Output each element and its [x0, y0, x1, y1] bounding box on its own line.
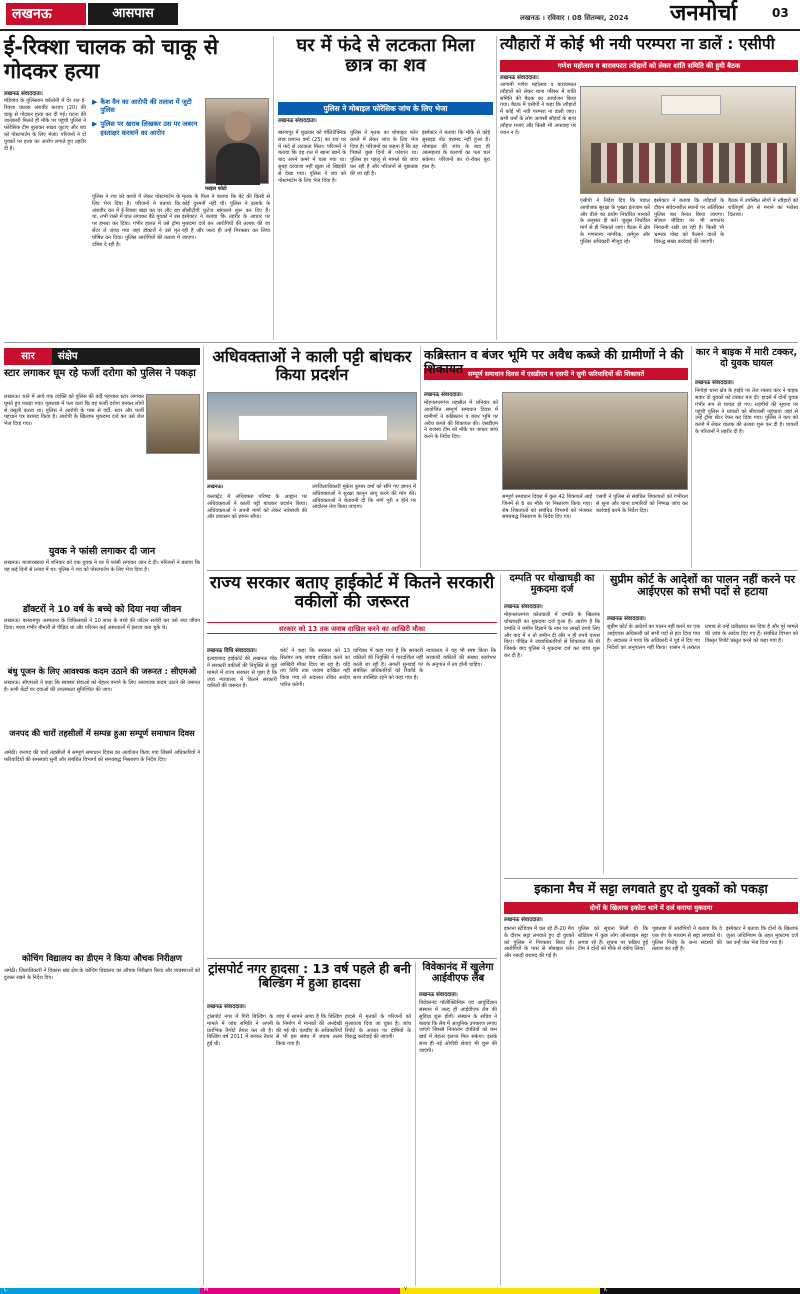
byline: लखनऊ संवाददाता।: [695, 380, 734, 386]
edition-line: लखनऊ । रविवार । 08 सितम्बर, 2024: [520, 14, 629, 22]
item-text: लखनऊ। बलरामपुर अस्पताल के चिकित्सकों ने 10 साल के बच्चे की जटिल सर्जरी कर उसे नया जीवन दिया। बच्चा गंभीर बीमारी से पीड़ित था और परिजन कई अस्पतालों में इलाज करा चुके थे।: [4, 618, 200, 631]
story-text: एसपी ने पुलिस से संबंधित शिकायतों को गंभीरता से सुना और थाना प्रभारियों को निष्पक्ष जांच कर कार्रवाई करने के निर्देश दिए।: [596, 494, 688, 514]
govt-col1: [207, 648, 277, 958]
story-text: सम्पूर्ण समाधान दिवस में कुल 42 शिकायतें आईं जिनमें से 6 का मौके पर निस्तारण किया गया। शेष शिकायतों को संबंधित विभागों को भेजकर समयबद्ध निस्तारण के निर्देश दिए गए।: [502, 494, 592, 521]
story-land: [424, 348, 688, 388]
byline: लखनऊ संवाददाता।: [504, 917, 543, 923]
story-lab: [419, 962, 497, 1286]
headline: इकाना मैच में सट्टा लगवाते हुए दो युवकों को पकड़ा: [534, 881, 768, 896]
story-text: याचिका में कहा गया है कि सरकारी वकीलों की नियुक्ति में पारदर्शिता नहीं बरती जा रही है। अगली सुनवाई पर संबंधित अधिकारियों को रिकॉर्ड के साथ उपस्थित रहने को कहा गया है।: [353, 648, 423, 682]
headline: कार ने बाइक में मारी टक्कर, दो युवक घायल: [695, 347, 798, 369]
footer-color-marks: [0, 1288, 800, 1294]
headline: ट्रांसपोर्ट नगर हादसा : 13 वर्ष पहले ही बनी बिल्डिंग में हुआ हादसा: [208, 961, 411, 990]
bullet-1: कैश वैन का आरोपी की तलाश में जुटी पुलिस: [100, 98, 192, 115]
byline: लखनऊ संवाददाता।: [278, 118, 317, 124]
photo-victim: [205, 98, 269, 184]
byline: लखनऊ संवाददाता।: [607, 616, 646, 622]
subhead: पुलिस ने मोबाइल फोरेंसिक जांच के लिए भेजा: [278, 102, 493, 115]
city-label: लखनऊ: [6, 3, 86, 25]
bullet-2: पुलिस पर खराब लिखकर उस पर जबरन हस्ताक्षर करवाने का आरोप: [100, 120, 198, 137]
story-text: ट्रांसपोर्ट नगर में गिरी बिल्डिंग के मामले में जांच समिति ने अपनी प्रारंभिक रिपोर्ट तैयार कर ली है। बिल्डिंग वर्ष 2011 में बनकर तैयार हुई थी।: [207, 1014, 273, 1048]
subhead: गणेश महोत्सव व बारावफात त्यौहारों को लेकर शांति समिति की हुयी बैठक: [500, 60, 798, 72]
story-text: मोहनलालगंज कोतवाली में दम्पति के खिलाफ धोखाधड़ी का मुकदमा दर्ज हुआ है। आरोप है कि दम्पति ने जमीन दिलाने के नाम पर लाखों रुपये लिए और बाद में न तो जमीन दी और न ही रुपये वापस किए। पीड़ित ने उच्चाधिकारियों से शिकायत की थी जिसके बाद पुलिस ने मुकदमा दर्ज कर जांच शुरू कर दी है।: [504, 612, 600, 659]
item-title: बंधु पूजन के लिए आवश्यक कदम उठाने की जरूरत : सीएमओ: [7, 666, 197, 676]
bullet-icon: ▶: [92, 98, 98, 106]
story-govt-lawyers: [207, 574, 497, 644]
item-title: डॉक्टरों ने 10 वर्ष के बच्चे को दिया नया जीवन: [22, 604, 182, 615]
byline: लखनऊ संवाददाता।: [4, 91, 43, 97]
photo-meeting: [580, 86, 796, 194]
story-text: न्यायालय ने यह भी स्पष्ट किया कि सरकारी वकीलों की संख्या कार्यभार के अनुपात में तय होनी चाहिए।: [426, 648, 496, 668]
story-text-col3: इंस्पेक्टर ने बताया कि त्यौहारों के दौरान संवेदनशील स्थानों पर अतिरिक्त पुलिस बल तैनात किया जाएगा। सोशल मीडिया पर भी लगातार निगरानी रखी जा रही है। किसी भी भ्रामक पोस्ट को फैलाने वालों के विरुद्ध सख्त कार्रवाई की जाएगी।: [654, 198, 724, 245]
story-text: जांच में सामने आया है कि बिल्डिंग के निर्माण में मानकों की अनदेखी की गई थी। एलडीए के अधिकारियों से भी इस संबंध में जवाब तलब किया गया है।: [276, 1014, 342, 1048]
sankshep-label: संक्षेप: [52, 348, 200, 365]
byline: लखनऊ संवाददाता।: [424, 392, 463, 398]
saar-header: [4, 348, 200, 365]
story-text: इलाहाबाद हाईकोर्ट की लखनऊ पीठ ने सरकारी वकीलों की नियुक्ति से जुड़े मामले में राज्य सरकार से पूछा है कि उच्च न्यायालय में कितने सरकारी वकीलों की जरूरत है।: [207, 656, 277, 690]
byline: लखनऊ विधि संवाददाता।: [207, 648, 257, 654]
brand-logo: जनमोर्चा: [670, 1, 738, 26]
item-text: लखनऊ। बाजारखाला में शनिवार को एक युवक ने घर में फांसी लगाकर जान दे दी। परिजनों ने बताया कि वह कई दिनों से तनाव में था। पुलिस ने शव को पोस्टमार्टम के लिए भेज दिया है।: [4, 560, 200, 573]
mark-k: K: [604, 1287, 608, 1293]
story-text: विवेकानंद पॉलीक्लिनिक एवं आयुर्विज्ञान संस्थान में जल्द ही आईवीएफ लैब की सुविधा शुरू होगी। संस्थान के सचिव ने बताया कि लैब में आधुनिक उपकरण लगाए जाएंगे जिससे निःसंतान दंपतियों को कम खर्च में बेहतर इलाज मिल सकेगा। इसके साथ ही नई ओपीडी सेवाएं भी शुरू की जाएंगी।: [419, 1000, 497, 1054]
mark-c: C: [4, 1287, 8, 1293]
story-text: खरगापुर में शुक्रवार को पॉलिटेक्निक छात्र प्रशान्त वर्मा (25) का शव घर में फंदे से लटकता मिला। परिजनों ने बताया कि वह रात में खाना खाने के बाद अपने कमरे में चला गया था। सुबह दरवाजा नहीं खुला तो खिड़की से देखा गया। पुलिस ने शव को पोस्टमार्टम के लिए भेज दिया है।: [278, 130, 346, 184]
item-text: लखनऊ। सीएमओ ने कहा कि स्वास्थ्य सेवाओं को बेहतर बनाने के लिए आवश्यक कदम उठाने की जरूरत है। सभी केंद्रों पर दवाओं की उपलब्धता सुनिश्चित की जाए।: [4, 680, 200, 693]
story-text: मड़ियांव के गुलिस्तान कॉलोनी में देर रात ई-रिक्शा चालक अंशवीर कश्यप (20) की चाकू से गोदकर हत्या कर दी गई। घटना की जानकारी मिलते ही मौके पर पहुंची पुलिस ने फोरेंसिक टीम बुलाकर साक्ष्य जुटाए और शव को पोस्टमार्टम के लिए भेजा। परिजनों ने दो युवकों पर हत्या का आरोप लगाते हुए तहरीर दी है।: [4, 98, 86, 152]
story-text: हादसे में मृतकों के परिजनों को मुआवजा दिया जा चुका है। जांच रिपोर्ट के आधार पर दोषियों के विरुद्ध कार्रवाई की जाएगी।: [345, 1014, 411, 1041]
page-number: 03: [772, 6, 789, 20]
headline: सुप्रीम कोर्ट के आदेशों का पालन नहीं करने पर आईएएस को सभी पदों से हटाया: [609, 573, 795, 599]
bullets-box: [92, 98, 202, 178]
byline-lawyers: लखनऊ।: [207, 484, 224, 490]
headline: विवेकानंद में खुलेगा आईवीएफ लैब: [422, 962, 494, 985]
story-text: निगोहां थाना क्षेत्र के हाईवे पर तेज रफ्तार कार ने बाइक सवार दो युवकों को टक्कर मार दी। हादसे में दोनों युवक गंभीर रूप से घायल हो गए। राहगीरों की सूचना पर पहुंची पुलिस ने घायलों को सीएचसी पहुंचाया जहां से उन्हें ट्रॉमा सेंटर रेफर कर दिया गया। पुलिस ने कार को कब्जे में लेकर चालक की तलाश शुरू कर दी है। घायलों के परिजनों ने तहरीर दी है।: [695, 388, 798, 435]
subhead: सम्पूर्ण समाधान दिवस में एसडीएम व एसपी ने सुनी फरियादियों की शिकायतें: [424, 368, 688, 380]
headline: राज्य सरकार बताए हाईकोर्ट में कितने सरकारी वकीलों की जरूरत: [209, 573, 495, 613]
story-text-col2: पुलिस ने शव को कब्जे में लेकर पोस्टमार्टम के लिए भेज दिया है। परिजनों ने बताया कि अंशवीर रात में ई-रिक्शा खड़ा कर घर लौट रहा था, तभी रास्ते में घात लगाकर बैठे युवकों ने उस पर हमला कर दिया। गंभीर हालत में उसे ट्रॉमा सेंटर ले जाया गया जहां डॉक्टरों ने उसे मृत घोषित कर दिया। पुलिस आरोपियों की तलाश में दबिश दे रही है।: [92, 194, 180, 248]
photo-fake-inspector: [146, 394, 200, 454]
byline: लखनऊ संवाददाता।: [207, 1004, 246, 1010]
item-text: अमेठी। जनपद की चारों तहसीलों में सम्पूर्ण समाधान दिवस का आयोजन किया गया जिसमें अधिकारियों ने फरियादियों की समस्याएं सुनीं और संबंधित विभागों को समयबद्ध निस्तारण के निर्देश दिए।: [4, 750, 200, 763]
subhead: सरकार को 13 तक जवाब दाखिल करने का आखिरी मौका: [207, 622, 497, 634]
mark-y: Y: [404, 1287, 408, 1293]
story-text: कोर्ट ने कहा कि सरकार को 13 सितंबर तक जवाब दाखिल करने का आखिरी मौका दिया जा रहा है। यदि तय तिथि तक जवाब दाखिल नहीं किया गया तो अदालत उचित आदेश पारित करेगी।: [280, 648, 350, 689]
item-title: जनपद की चारों तहसीलों में सम्पन्न हुआ सम्पूर्ण समाधान दिवस: [9, 728, 195, 738]
story-text: इंस्पेक्टर ने बताया कि दोनों के खिलाफ जुआ अधिनियम के तहत मुकदमा दर्ज कर उन्हें जेल भेज दिया गया है।: [726, 926, 798, 946]
story-car-bike: [695, 348, 798, 568]
photo-protest: [207, 392, 417, 480]
land-col1: [424, 392, 498, 566]
item-text: अमेठी। जिलाधिकारी ने विकास खंड क्षेत्र के कोचिंग विद्यालय का औचक निरीक्षण किया और व्यवस्थाओं को दुरुस्त रखने के निर्देश दिए।: [4, 968, 200, 981]
story-text: पुलिस को सूचना मिली थी कि स्टेडियम में कुछ लोग ऑनलाइन सट्टा लगवा रहे हैं। सूचना पर सक्रिय हुई टीम ने दोनों को मौके से दबोच लिया।: [578, 926, 648, 953]
headline: ई-रिक्शा चालक को चाकू से गोदकर हत्या: [4, 35, 219, 83]
masthead: [0, 0, 800, 30]
headline: त्यौहारों में कोई भी नयी परम्परा ना डालें : एसीपी: [500, 35, 775, 53]
story-text: सुप्रीम कोर्ट के आदेशों का पालन नहीं करने पर एक आईएएस अधिकारी को सभी पदों से हटा दिया गया है। अदालत ने पाया कि अधिकारी ने पूर्व में दिए गए निर्देशों का अनुपालन नहीं किया। शासन ने तत्काल प्रभाव से उन्हें प्रतीक्षारत कर दिया है और पूरे मामले की जांच के आदेश दिए गए हैं। संबंधित विभाग को विस्तृत रिपोर्ट प्रस्तुत करने को कहा गया है।: [607, 624, 798, 651]
headline: घर में फंदे से लटकता मिला छात्र का शव: [296, 35, 475, 77]
item-title: कोचिंग विद्यालय का डीएम ने किया औचक निरीक्षण: [21, 954, 183, 964]
photo-caption: फाइल फोटो: [205, 186, 227, 192]
headline: दम्पति पर धोखाधड़ी का मुकदमा दर्ज: [509, 573, 595, 595]
photo-samadhan: [502, 392, 688, 490]
section-label: आसपास: [88, 3, 178, 25]
headline: कब्रिस्तान व बंजर भूमि पर अवैध कब्जे की ग्रामीणों ने की शिकायत: [424, 347, 684, 376]
story-text-col2: एसीपी ने निर्देश दिए कि पंडाल आयोजक सुरक्षा के पुख्ता इंतजाम करें और डीजे का प्रयोग निर्धारित मानकों के अनुसार ही करें। जुलूस निर्धारित मार्ग से ही निकाले जाएं। बैठक में क्षेत्र के गणमान्य नागरिक, धर्मगुरु और पुलिस अधिकारी मौजूद रहे।: [580, 198, 650, 245]
saar-label: सार: [4, 348, 52, 365]
story-student: [278, 36, 493, 340]
byline: लखनऊ संवाददाता।: [419, 992, 458, 998]
bullet-icon: ▶: [92, 120, 98, 129]
story-text-col4: बैठक में उपस्थित लोगों ने त्यौहारों को शांतिपूर्ण ढंग से मनाने का भरोसा दिलाया।: [728, 198, 798, 218]
story-text-col3: मृतक के पिता ने बताया कि बेटे की किसी से कोई दुश्मनी नहीं थी। पुलिस ने इलाके के सीसीटीवी फुटेज खंगालने शुरू कर दिए हैं। इंस्पेक्टर ने बताया कि तहरीर के आधार पर मुकदमा दर्ज कर आरोपियों की तलाश की जा रही है और जल्द ही उन्हें गिरफ्तार कर लिया जाएगा।: [182, 194, 270, 241]
story-text: उपजिलाधिकारी मुकेश कुमार वर्मा को सौंपे गए ज्ञापन में अधिवक्ताओं ने सुरक्षा कानून लागू करने की मांग की। अधिवक्ताओं ने चेतावनी दी कि मांगे पूरी न होने पर आंदोलन तेज किया जाएगा।: [312, 484, 416, 511]
headline: अधिवक्ताओं ने काली पट्टी बांधकर किया प्रदर्शन: [212, 347, 412, 384]
subhead: दोनों के खिलाफ इकोटा थाने में दर्ज कराया मुकदमा: [504, 902, 798, 914]
item-text: लखनऊ। थाने में आये एक व्यक्ति को पुलिस की वर्दी पहनकर स्टार लगाकर घूमते हुए पकड़ा गया। पूछताछ में पता चला कि वह फर्जी दरोगा बनकर लोगों से वसूली करता था। पुलिस ने आरोपी के पास से वर्दी, स्टार और फर्जी पहचान पत्र बरामद किया है। आरोपी के खिलाफ मुकदमा दर्ज कर उसे जेल भेज दिया गया।: [4, 394, 144, 428]
story-text: पुलिस ने मृतक का मोबाइल फोन कब्जे में लेकर जांच के लिए भेज दिया है। परिजनों का कहना है कि वह पिछले कुछ दिनों से परेशान था। पुलिस हर पहलू से मामले की जांच कर रही है और परिजनों से पूछताछ की जा रही है।: [350, 130, 418, 177]
story-supreme: [607, 574, 798, 874]
story-transport: [207, 962, 412, 1286]
story-text: इकाना स्टेडियम में चल रहे टी-20 मैच के दौरान सट्टा लगवाते हुए दो युवकों को पुलिस ने गिरफ्तार किया है। आरोपियों के पास से मोबाइल फोन और नकदी बरामद की गई है।: [504, 926, 574, 960]
story-text: कलक्ट्रेट में अधिवक्ता परिषद के आह्वान पर अधिवक्ताओं ने काली पट्टी बांधकर प्रदर्शन किया। अधिवक्ताओं ने अपनी मांगों को लेकर नारेबाजी की और प्रशासन को ज्ञापन सौंपा।: [207, 494, 307, 521]
item-title: युवक ने फांसी लगाकर दी जान: [48, 546, 156, 557]
item-title: स्टार लगाकर घूम रहे फर्जी दरोगा को पुलिस ने पकड़ा: [4, 368, 196, 379]
mark-m: M: [204, 1287, 209, 1293]
saar-list: [4, 368, 200, 1288]
story-text: आगामी गणेश महोत्सव व बारावफात त्यौहारों को लेकर थाना परिसर में शांति समिति की बैठक का आयोजन किया गया। बैठक में एसीपी ने कहा कि त्यौहारों में कोई भी नयी परम्परा ना डाली जाए। सभी धर्मों के लोग आपसी सौहार्द के साथ त्यौहार मनाएं और किसी भी अफवाह पर ध्यान न दें।: [500, 82, 576, 136]
story-text: इंस्पेक्टर ने बताया कि मौके से कोई सुसाइड नोट बरामद नहीं हुआ है। मोबाइल की जांच के बाद ही आत्महत्या के कारणों का पता चल सकेगा। परिजनों का रो-रोकर बुरा हाल है।: [422, 130, 490, 171]
story-text: पूछताछ में आरोपियों ने बताया कि वे एक ऐप के माध्यम से सट्टा लगवाते थे। पुलिस गिरोह के अन्य सदस्यों की तलाश कर रही है।: [652, 926, 722, 953]
story-dowry: [504, 574, 600, 874]
byline: लखनऊ संवाददाता।: [500, 75, 539, 81]
story-cricket: [504, 882, 798, 1286]
byline: लखनऊ संवाददाता।: [504, 604, 543, 610]
story-text: मोहनलालगंज तहसील में शनिवार को आयोजित सम्पूर्ण समाधान दिवस में ग्रामीणों ने कब्रिस्तान व बंजर भूमि पर अवैध कब्जे की शिकायत की। एसडीएम ने राजस्व टीम को मौके पर जाकर जांच करने के निर्देश दिए।: [424, 400, 498, 441]
person-icon: [225, 111, 251, 141]
